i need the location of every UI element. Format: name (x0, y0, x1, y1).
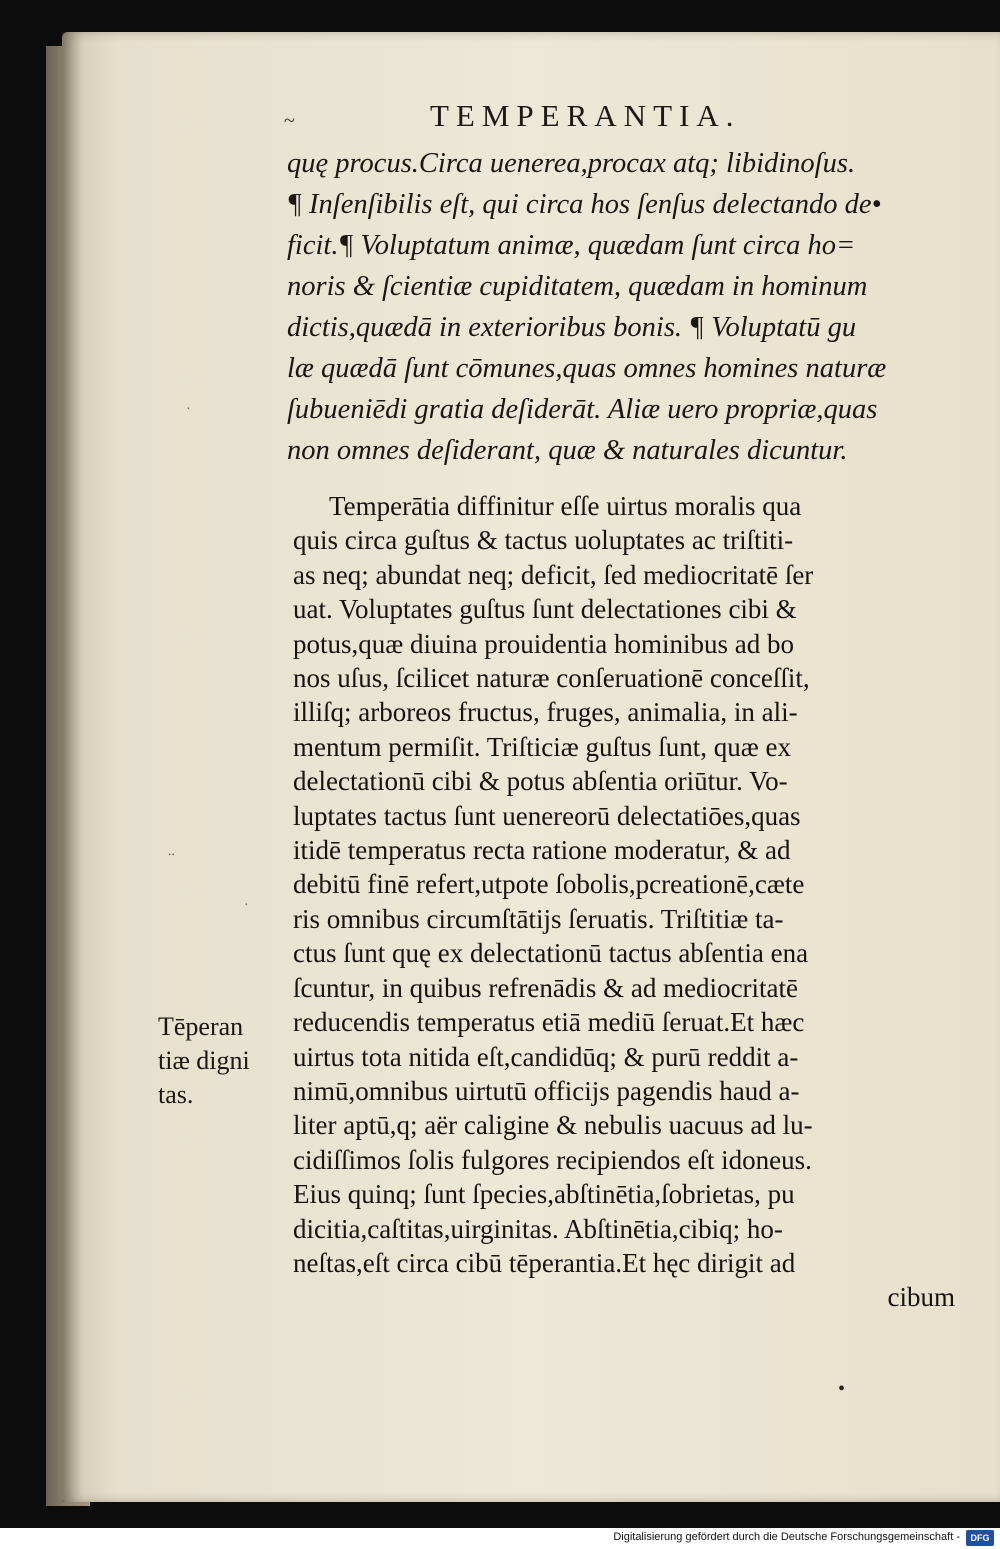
text-line: ctus ſunt quę ex delectationū tactus abſentia ena (293, 938, 809, 969)
text-line: non omnes deſiderant, quæ & naturales dicuntur. (287, 435, 848, 466)
italic-paragraph (287, 143, 977, 471)
margin-note-line: Tēperan (158, 1012, 244, 1041)
ink-speck: · (244, 898, 249, 913)
text-line: potus,quæ diuina prouidentia hominibus ad bo (293, 628, 794, 659)
text-line: cidiſſimos ſolis fulgores recipiendos eſt idoneus. (293, 1144, 812, 1175)
text-line: ſcuntur, in quibus refrenādis & ad mediocritatē (293, 972, 799, 1003)
text-line: liter aptū,q; aër caligine & nebulis uacuus ad lu- (293, 1110, 813, 1141)
text-line: nos uſus, ſcilicet naturæ conſeruationē conceſſit, (293, 663, 810, 694)
margin-note-line: tiæ digni (158, 1046, 250, 1075)
text-line: ficit.¶ Voluptatum animæ, quædam ſunt circa ho= (287, 230, 856, 261)
text-line: læ quædā ſunt cōmunes,quas omnes homines naturæ (287, 353, 887, 384)
text-line: illiſq; arboreos fructus, fruges, animalia, in ali- (293, 697, 798, 728)
text-line: luptates tactus ſunt uenereorū delectatiōes,quas (293, 800, 801, 831)
text-line: ris omnibus circumſtātijs ſeruatis. Triſtitiæ ta- (293, 903, 784, 934)
text-line: noris & ſcientiæ cupiditatem, quædam in hominum (287, 271, 868, 302)
text-line: mentum permiſit. Triſticiæ guſtus ſunt, quæ ex (293, 731, 792, 762)
text-line: Eius quinq; ſunt ſpecies,abſtinētia,ſobrietas, pu (293, 1179, 795, 1210)
text-line: uirtus tota nitida eſt,candidūq; & purū reddit a- (293, 1041, 799, 1072)
text-line: dictis,quædā in exterioribus bonis. ¶ Voluptatū gu (287, 312, 857, 343)
text-line: debitū finē refert,utpote ſobolis,pcreationē,cæte (293, 869, 805, 900)
ink-speck: • (838, 1378, 846, 1400)
text-line: nimū,omnibus uirtutū officijs pagendis haud a- (293, 1075, 800, 1106)
text-line: ¶ Inſenſibilis eſt, qui circa hos ſenſus delectando de• (287, 189, 882, 220)
running-head: TEMPERANTIA. (430, 98, 741, 133)
text-line: itidē temperatus recta ratione moderatur, & ad (293, 835, 791, 866)
roman-paragraph (293, 489, 983, 1315)
text-line: as neq; abundat neq; deficit, ſed mediocritatē ſer (293, 559, 814, 590)
head-mark: ~ (284, 110, 295, 132)
margin-note-line: tas. (158, 1080, 194, 1109)
margin-note (158, 1010, 288, 1112)
catchword: cibum (887, 1282, 955, 1313)
text-line: reducendis temperatus etiā mediū ſeruat.Et hæc (293, 1007, 805, 1038)
footer-bar (0, 1528, 1000, 1549)
text-line: Temperātia diffinitur eſſe uirtus moralis qua (329, 491, 802, 521)
text-line: uat. Voluptates guſtus ſunt delectationes cibi & (293, 594, 797, 625)
text-line: delectationū cibi & potus abſentia oriūtur. Vo- (293, 766, 788, 797)
text-line: dicitia,caſtitas,uirginitas. Abſtinētia,cibiq; ho- (293, 1213, 783, 1244)
ink-speck: ∙∙ (168, 848, 175, 863)
text-line: quis circa guſtus & tactus uoluptates ac triſtiti- (293, 525, 794, 556)
funding-credit: Digitalisierung gefördert durch die Deutsche Forschungsgemeinschaft - (613, 1531, 960, 1543)
dfg-logo: DFG (966, 1530, 994, 1546)
text-line: neſtas,eſt circa cibū tēperantia.Et hęc dirigit ad (293, 1247, 796, 1278)
text-line: ſubueniēdi gratia deſiderāt. Aliæ uero propriæ,quas (287, 394, 878, 425)
ink-speck: · (186, 402, 191, 417)
text-line: quę procus.Circa uenerea,procax atq; libidinoſus. (287, 148, 856, 179)
